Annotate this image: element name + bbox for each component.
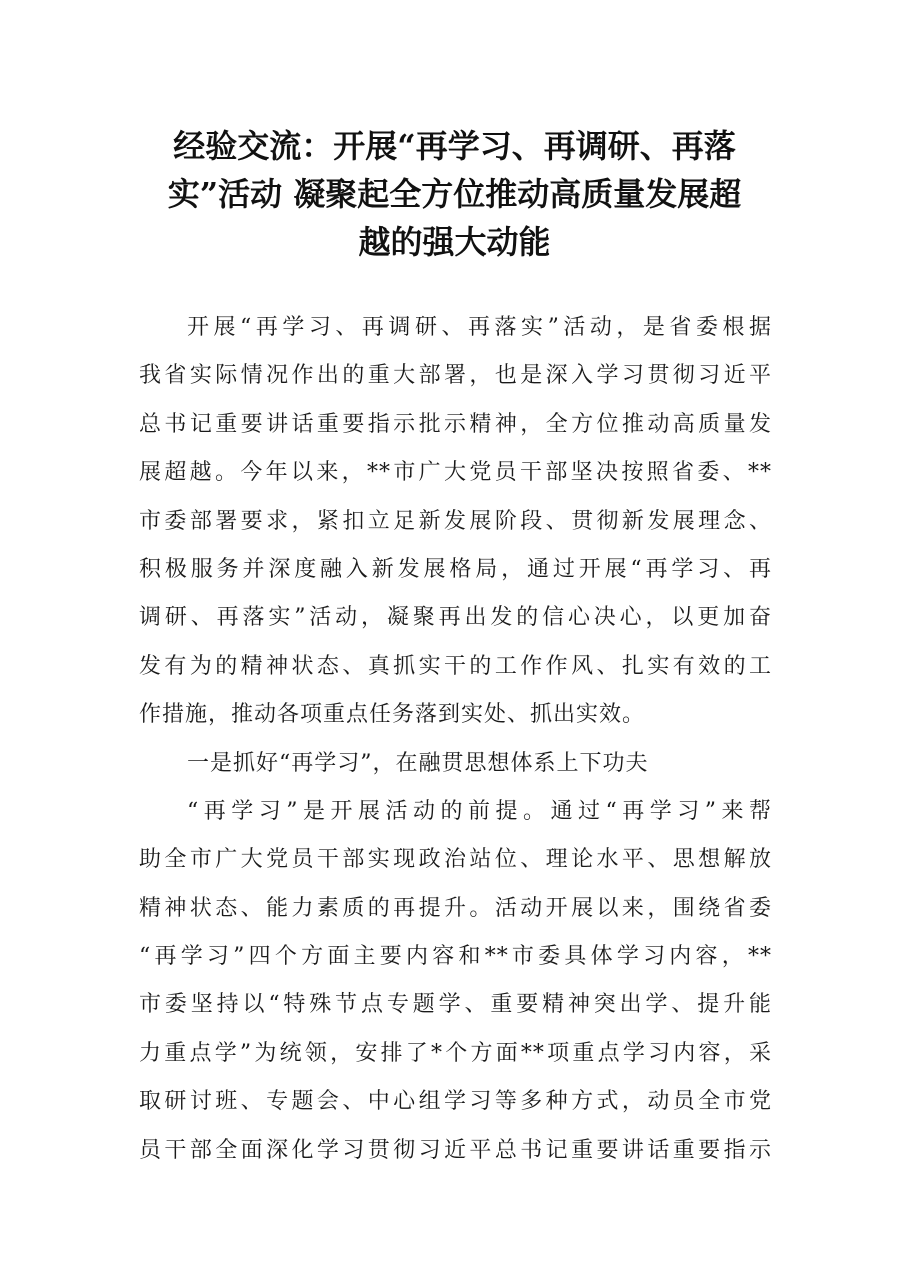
body-line: 调研、再落实”活动，凝聚再出发的信心决心，以更加奋 (139, 605, 772, 631)
document-body (139, 304, 772, 1175)
body-line: “再学习”是开展活动的前提。通过“再学习”来帮 (187, 798, 772, 824)
title-line: 实”活动 凝聚起全方位推动高质量发展超 (167, 175, 742, 213)
body-line: 作措施，推动各项重点任务落到实处、抓出实效。 (139, 702, 646, 728)
body-line: 发有为的精神状态、真抓实干的工作作风、扎实有效的工 (139, 653, 772, 679)
section-heading: 一是抓好“再学习”，在融贯思想体系上下功夫 (187, 750, 649, 776)
body-line: 精神状态、能力素质的再提升。活动开展以来，围绕省委 (139, 895, 772, 921)
body-line: 我省实际情况作出的重大部署，也是深入学习贯彻习近平 (139, 363, 772, 389)
body-line: 力重点学”为统领，安排了*个方面**项重点学习内容，采 (139, 1040, 772, 1066)
body-line: 总书记重要讲话重要指示批示精神，全方位推动高质量发 (139, 411, 772, 437)
body-line: 展超越。今年以来，**市广大党员干部坚决按照省委、** (139, 460, 772, 486)
title-line: 经验交流：开展“再学习、再调研、再落 (173, 127, 736, 165)
title-line: 越的强大动能 (358, 223, 551, 261)
body-line: 积极服务并深度融入新发展格局，通过开展“再学习、再 (139, 556, 772, 582)
body-line: 取研讨班、专题会、中心组学习等多种方式，动员全市党 (139, 1089, 772, 1115)
body-line: 市委部署要求，紧扣立足新发展阶段、贯彻新发展理念、 (139, 508, 772, 534)
document-title (130, 122, 779, 266)
body-line: 市委坚持以“特殊节点专题学、重要精神突出学、提升能 (139, 992, 772, 1018)
body-line: 助全市广大党员干部实现政治站位、理论水平、思想解放 (139, 847, 772, 873)
body-line: 开展“再学习、再调研、再落实”活动，是省委根据 (187, 315, 772, 340)
body-line: “再学习”四个方面主要内容和**市委具体学习内容，** (139, 944, 772, 970)
body-line: 员干部全面深化学习贯彻习近平总书记重要讲话重要指示 (139, 1137, 772, 1163)
